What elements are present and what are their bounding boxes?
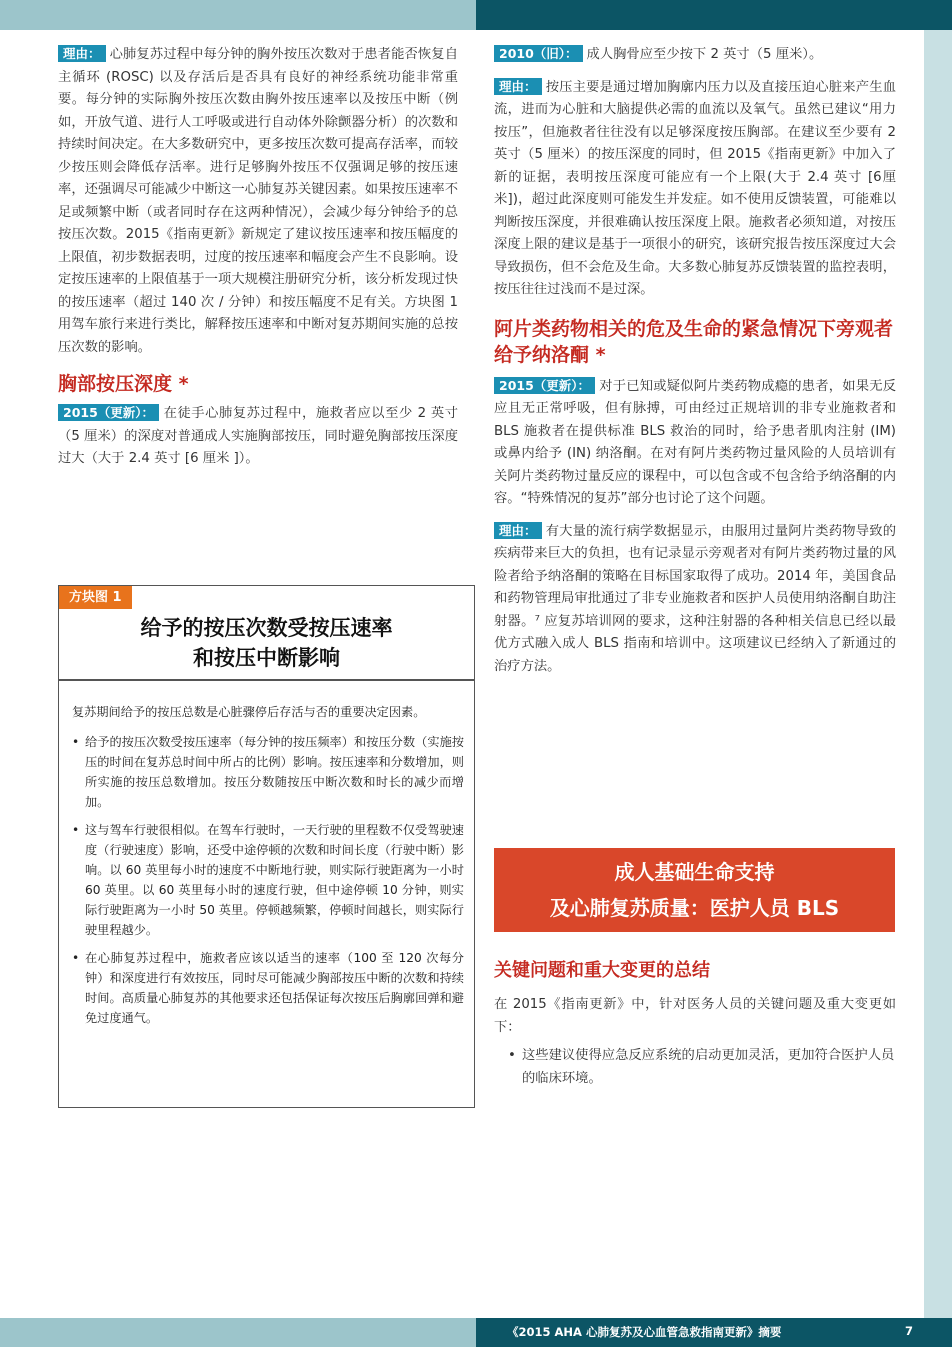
footer-band-light (0, 1318, 476, 1347)
footer-title: 《2015 AHA 心肺复苏及心血管急救指南更新》摘要 (507, 1325, 782, 1339)
old-text: 成人胸骨应至少按下 2 英寸（5 厘米）。 (586, 47, 823, 62)
reason-tag: 理由： (494, 78, 542, 95)
section-banner (494, 848, 895, 932)
banner-line2: 及心肺复苏质量：医护人员 BLS (549, 896, 840, 920)
box-bullet: • 给予的按压次数受按压速率（每分钟的按压频率）和按压分数（实施按压的时间在复苏总时间中所占的比例）影响。按压速率和分数增加，则所实施的按压总数增加。按压分数随按压中断次数和时长的减少而增加。 (72, 732, 464, 812)
box-title-line2: 和按压中断影响 (193, 646, 340, 670)
box-bullet: • 这与驾车行驶很相似。在驾车行驶时，一天行驶的里程数不仅受驾驶速度（行驶速度）影响，还受中途停顿的次数和时间长度（行驶中断）影响。以 60 英里每小时的速度不中断地行驶，则实际行驶距离为一小时 60 英里。以 60 英里每小时的速度行驶，但中途停顿 10 分钟，则实际行驶距离为一小时 50 英里。停顿越频繁，停顿时间越长，则实际行驶里程越少。 (72, 820, 464, 940)
opioid-text: 对于已知或疑似阿片类药物成瘾的患者，如果无反应且无正常呼吸，但有脉搏，可由经过正规培训的非专业施救者和 BLS 施救者在提供标准 BLS 救治的同时，给予患者肌肉注射 (IM) 或鼻内给予 (IN) 纳洛酮。在对有阿片类药物过量风险的人员培训有关阿片类药物过量反应的课程中，可以包含或不包含给予纳洛酮的内容。“特殊情况的复苏”部分也讨论了这个问题。 (494, 378, 896, 506)
right-edge-strip (924, 30, 952, 1318)
reason2-tag: 理由： (494, 522, 542, 539)
opioid-heading: 阿片类药物相关的危及生命的紧急情况下旁观者给予纳洛酮 * (494, 317, 894, 366)
depth-heading: 胸部按压深度 * (58, 373, 189, 395)
summary-section (494, 958, 896, 1090)
right-reason-paragraph (494, 77, 896, 302)
summary-heading: 关键问题和重大变更的总结 (494, 960, 710, 981)
box-divider (59, 679, 474, 681)
reason-text: 心肺复苏过程中每分钟的胸外按压次数对于患者能否恢复自主循环 (ROSC) 以及存活后是否具有良好的神经系统功能非常重要。每分钟的实际胸外按压次数由胸外按压速率以及按压中断（例如，开放气道、进行人工呼吸或进行自动体外除颤器分析）的次数和持续时间决定。在大多数研究中，更多按压次数可提高存活率，而较少按压则会降低存活率。进行足够胸外按压不仅强调足够的按压速率，还强调尽可能减少中断这一心肺复苏关键因素。如果按压速率不足或频繁中断（或者同时存在这两种情况），会减少每分钟给予的总按压次数。2015《指南更新》新规定了建议按压速率和按压幅度的上限值，初步数据表明，过度的按压速率和幅度会产生不良影响。设定按压速率的上限值基于一项大规模注册研究分析，该分析发现过快的按压速率（超过 140 次 / 分钟）和按压幅度不足有关。方块图 1 用驾车旅行来进行类比，解释按压速率和中断对复苏期间实施的总按压次数的影响。 (58, 47, 458, 355)
summary-bullet: • 这些建议使得应急反应系统的启动更加灵活，更加符合医护人员的临床环境。 (494, 1045, 896, 1090)
box-bullet-list (72, 732, 464, 1028)
sidebar-box-1 (58, 585, 475, 1108)
reason2-text: 有大量的流行病学数据显示，由服用过量阿片类药物导致的疾病带来巨大的负担，也有记录显示旁观者对有阿片类药物过量的风险者给予纳洛酮的策略在目标国家取得了成功。2014 年，美国食品和药物管理局审批通过了非专业施救者和医护人员使用纳洛酮自助注射器。⁷ 应复苏培训网的要求，这种注射器的各种相关信息已经以最优方式融入成人 BLS 指南和培训中。这项建议已经纳入了新通过的治疗方法。 (494, 523, 896, 674)
box-bullet: • 在心肺复苏过程中，施救者应该以适当的速率（100 至 120 次每分钟）和深度进行有效按压，同时尽可能减少胸部按压中断的次数和持续时间。高质量心肺复苏的其他要求还包括保证每次按压后胸廓回弹和避免过度通气。 (72, 948, 464, 1028)
right-column (494, 44, 896, 678)
box-title (59, 613, 474, 673)
opioid-tag: 2015（更新）： (494, 377, 595, 394)
left-reason-paragraph (58, 44, 458, 359)
update-tag: 2015（更新）： (58, 404, 159, 421)
box-body (72, 702, 464, 1036)
depth-update-paragraph (58, 403, 458, 471)
summary-bullet-list (494, 1045, 896, 1090)
summary-text: 在 2015《指南更新》中，针对医务人员的关键问题及重大变更如下： (494, 997, 896, 1035)
top-band-dark (476, 0, 952, 30)
update-text: 在徒手心肺复苏过程中，施救者应以至少 2 英寸（5 厘米）的深度对普通成人实施胸部按压，同时避免胸部按压深度过大（大于 2.4 英寸 [6 厘米 ]）。 (58, 406, 458, 466)
page-number: 7 (905, 1324, 914, 1338)
left-column (58, 44, 458, 471)
box-intro: 复苏期间给予的按压总数是心脏骤停后存活与否的重要决定因素。 (72, 705, 426, 719)
box-title-line1: 给予的按压次数受按压速率 (140, 616, 393, 640)
old-tag: 2010（旧）： (494, 45, 583, 62)
opioid-reason-paragraph (494, 521, 896, 679)
reason-text: 按压主要是通过增加胸廓内压力以及直接压迫心脏来产生血流，进而为心脏和大脑提供必需的血流以及氧气。虽然已建议“用力按压”，但施救者往往没有以足够深度按压胸部。在建议至少要有 2 英寸（5 厘米）的按压深度的同时，但 2015《指南更新》中加入了新的证据，表明按压深度可能应有一个上限(大于 2.4 英寸 [6厘米])，超过此深度则可能发生并发症。如不使用反馈装置，可能难以判断按压深度，并很难确认按压深度上限。施救者必须知道，对按压深度上限的建议是基于一项很小的研究，该研究报告按压深度过大会导致损伤，但不会危及生命。大多数心肺复苏反馈装置的监控表明，按压往往过浅而不是过深。 (494, 79, 896, 297)
banner-line1: 成人基础生命支持 (614, 860, 775, 884)
opioid-update-paragraph (494, 376, 896, 511)
top-band-light (0, 0, 476, 30)
old-guideline-paragraph (494, 44, 896, 67)
box-tag: 方块图 1 (59, 586, 132, 609)
reason-tag: 理由： (58, 45, 106, 62)
